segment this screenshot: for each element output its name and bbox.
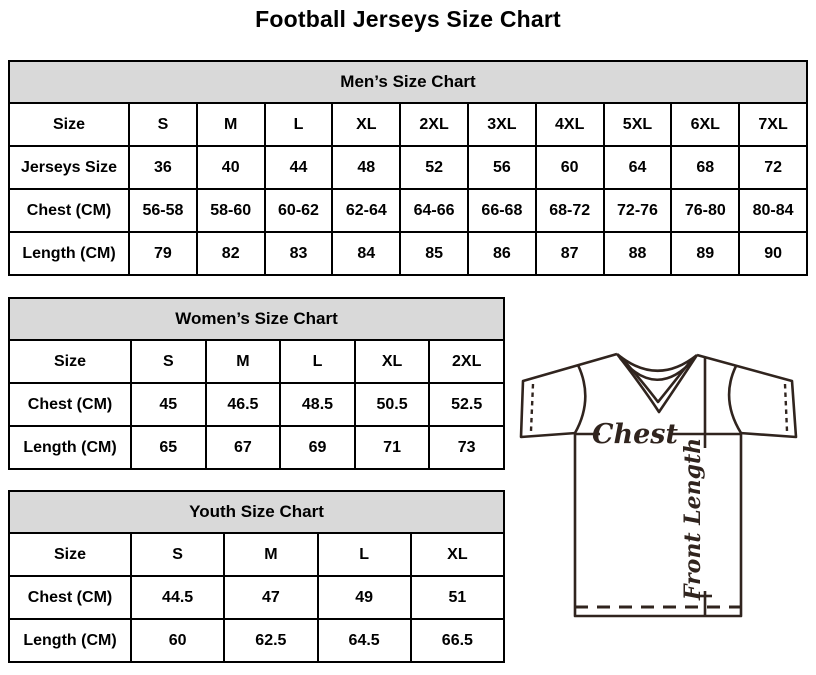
size-value-cell: 64.5: [318, 619, 411, 662]
column-header-cell: S: [131, 340, 206, 383]
page-title: Football Jerseys Size Chart: [255, 6, 561, 32]
row-header-cell: Jerseys Size: [9, 146, 129, 189]
jersey-right-sleeve: [697, 355, 796, 437]
column-header-cell: M: [206, 340, 281, 383]
size-value-cell: 88: [604, 232, 672, 275]
column-header-cell: 6XL: [671, 103, 739, 146]
table-row: [9, 146, 807, 189]
size-value-cell: 56-58: [129, 189, 197, 232]
size-value-cell: 71: [355, 426, 430, 469]
size-value-cell: 50.5: [355, 383, 430, 426]
table-row: [9, 533, 504, 576]
table-title-row: [9, 61, 807, 103]
row-header-cell: Length (CM): [9, 619, 131, 662]
size-value-cell: 69: [280, 426, 355, 469]
size-value-cell: 51: [411, 576, 504, 619]
table-row: [9, 619, 504, 662]
jersey-right-armhole-seam: [729, 366, 741, 433]
youth-table-title: Youth Size Chart: [9, 491, 504, 533]
table-title-row: [9, 298, 504, 340]
size-value-cell: 47: [224, 576, 317, 619]
table-row: [9, 340, 504, 383]
size-value-cell: 48.5: [280, 383, 355, 426]
size-value-cell: 65: [131, 426, 206, 469]
jersey-body: [575, 433, 741, 616]
chest-label: Chest: [592, 419, 678, 450]
table-row: [9, 189, 807, 232]
size-value-cell: 76-80: [671, 189, 739, 232]
column-header-cell: 7XL: [739, 103, 807, 146]
size-value-cell: 46.5: [206, 383, 281, 426]
column-header-cell: L: [318, 533, 411, 576]
size-value-cell: 62-64: [332, 189, 400, 232]
size-value-cell: 64: [604, 146, 672, 189]
size-value-cell: 64-66: [400, 189, 468, 232]
size-value-cell: 84: [332, 232, 400, 275]
row-header-cell: Chest (CM): [9, 383, 131, 426]
size-value-cell: 66.5: [411, 619, 504, 662]
size-value-cell: 44.5: [131, 576, 224, 619]
womens-table-title: Women’s Size Chart: [9, 298, 504, 340]
column-header-cell: M: [224, 533, 317, 576]
size-value-cell: 90: [739, 232, 807, 275]
size-value-cell: 68-72: [536, 189, 604, 232]
column-header-cell: L: [265, 103, 333, 146]
right-cuff-dashed-seam: [785, 384, 787, 431]
column-header-cell: L: [280, 340, 355, 383]
column-header-cell: XL: [332, 103, 400, 146]
table-title-row: [9, 491, 504, 533]
size-value-cell: 60: [131, 619, 224, 662]
jersey-left-armhole-seam: [575, 365, 585, 433]
column-header-cell: Size: [9, 533, 131, 576]
size-value-cell: 56: [468, 146, 536, 189]
column-header-cell: M: [197, 103, 265, 146]
row-header-cell: Chest (CM): [9, 576, 131, 619]
column-header-cell: 3XL: [468, 103, 536, 146]
column-header-cell: 2XL: [400, 103, 468, 146]
size-value-cell: 83: [265, 232, 333, 275]
size-value-cell: 40: [197, 146, 265, 189]
size-value-cell: 89: [671, 232, 739, 275]
row-header-cell: Length (CM): [9, 426, 131, 469]
table-row: [9, 232, 807, 275]
size-value-cell: 85: [400, 232, 468, 275]
size-value-cell: 44: [265, 146, 333, 189]
size-value-cell: 72-76: [604, 189, 672, 232]
size-value-cell: 68: [671, 146, 739, 189]
size-value-cell: 52: [400, 146, 468, 189]
column-header-cell: XL: [355, 340, 430, 383]
womens-size-table: [8, 297, 505, 470]
table-row: [9, 576, 504, 619]
size-value-cell: 82: [197, 232, 265, 275]
column-header-cell: XL: [411, 533, 504, 576]
table-row: [9, 426, 504, 469]
size-value-cell: 72: [739, 146, 807, 189]
column-header-cell: 4XL: [536, 103, 604, 146]
left-cuff-dashed-seam: [531, 384, 533, 431]
column-header-cell: 2XL: [429, 340, 504, 383]
size-value-cell: 36: [129, 146, 197, 189]
mens-table-title: Men’s Size Chart: [9, 61, 807, 103]
size-value-cell: 62.5: [224, 619, 317, 662]
front-length-label: Front Length: [680, 437, 706, 601]
size-value-cell: 60-62: [265, 189, 333, 232]
table-row: [9, 103, 807, 146]
size-value-cell: 67: [206, 426, 281, 469]
size-value-cell: 73: [429, 426, 504, 469]
size-value-cell: 86: [468, 232, 536, 275]
mens-size-table: [8, 60, 808, 276]
row-header-cell: Length (CM): [9, 232, 129, 275]
size-value-cell: 79: [129, 232, 197, 275]
column-header-cell: S: [131, 533, 224, 576]
table-row: [9, 383, 504, 426]
column-header-cell: Size: [9, 103, 129, 146]
size-value-cell: 48: [332, 146, 400, 189]
size-value-cell: 87: [536, 232, 604, 275]
size-value-cell: 60: [536, 146, 604, 189]
size-value-cell: 66-68: [468, 189, 536, 232]
size-value-cell: 80-84: [739, 189, 807, 232]
column-header-cell: 5XL: [604, 103, 672, 146]
size-value-cell: 58-60: [197, 189, 265, 232]
youth-size-table: [8, 490, 505, 663]
column-header-cell: S: [129, 103, 197, 146]
column-header-cell: Size: [9, 340, 131, 383]
size-value-cell: 45: [131, 383, 206, 426]
jersey-measurement-diagram: [514, 344, 804, 622]
size-value-cell: 52.5: [429, 383, 504, 426]
size-value-cell: 49: [318, 576, 411, 619]
row-header-cell: Chest (CM): [9, 189, 129, 232]
